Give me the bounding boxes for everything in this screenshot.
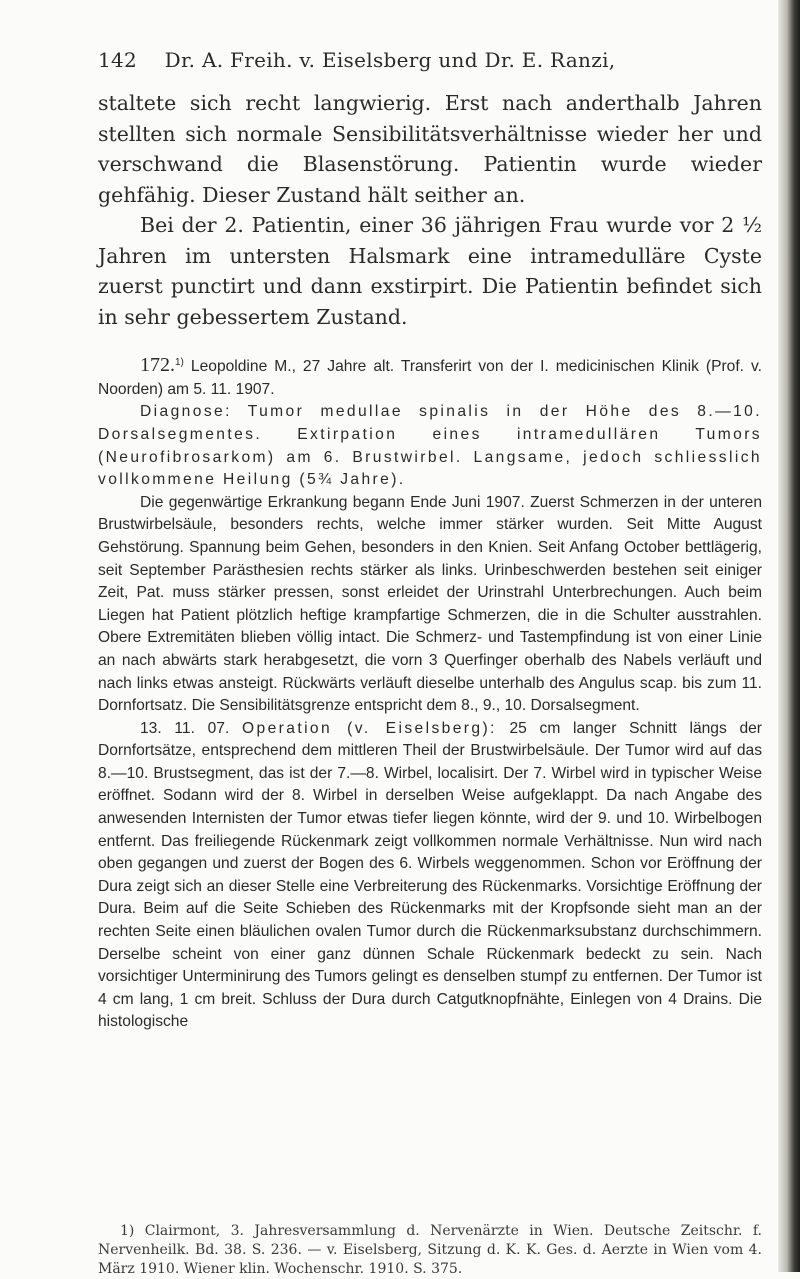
page-edge-shadow [778,0,800,1272]
running-title: Dr. A. Freih. v. Eiselsberg und Dr. E. Ranzi, [164,48,616,72]
case-history: Die gegenwärtige Erkrankung begann Ende Juni 1907. Zuerst Schmerzen in der unteren Brustwirbelsäule, besonders rechts, welche immer stärker wurden. Seit Mitte August Gehstörung. Spannung beim Gehen, besonders in den Knien. Seit Anfang October bettlägerig, seit September Parästhesien rechts stärker als links. Urinbeschwerden bestehen seit einiger Zeit, Pat. muss stärker pressen, sonst erleidet der Urinstrahl Unterbrechungen. Auch beim Liegen hat Patient plötzlich heftige krampfartige Schmerzen, die in die Schulter ausstrahlen. Obere Extremitäten blieben völlig intact. Die Schmerz- und Tastempfindung ist von einer Linie an nach abwärts stark herabgesetzt, die vorn 3 Querfinger oberhalb des Nabels verläuft und nach links etwas ansteigt. Rückwärts verläuft dieselbe unterhalb des Angulus scap. bis zum 11. Dornfortsatz. Die Sensibilitätsgrenze entspricht dem 8., 9., 10. Dorsalsegment. [98,493,762,715]
operation-text: 25 cm langer Schnitt längs der Dornfortsätze, entsprechend dem mittleren Theil der Brustwirbelsäule. Der Tumor wird auf das 8.—10. Brustsegment, das ist der 7.—8. Wirbel, localisirt. Der 7. Wirbel wird in typischer Weise eröffnet. Sodann wird der 8. Wirbel in derselben Weise aufgeklappt. Da nach Angabe des anwesenden Internisten der Tumor etwas tiefer liegen könnte, wird der 9. und 10. Wirbelbogen entfernt. Das freiliegende Rückenmark zeigt vollkommen normale Verhältnisse. Nun wird nach oben gegangen und zuerst der Bogen des 6. Wirbels weggenommen. Schon vor Eröffnung der Dura zeigt sich an dieser Stelle eine Verbreiterung des Rückenmarks. Vorsichtige Eröffnung der Dura. Beim auf die Seite Schieben des Rückenmarks mit der Kropfsonde sieht man an der rechten Seite einen bläulichen ovalen Tumor durch die Rückenmarksubstanz durchschimmern. Derselbe scheint von einer ganz dünnen Schale Rückenmark bedeckt zu sein. Nach vorsichtiger Unterminirung des Tumors gelingt es denselben stumpf zu entfernen. Der Tumor ist 4 cm lang, 1 cm breit. Schluss der Dura durch Catgutknopfnähte, Einlegen von 4 Drains. Die histologische [98,719,763,1031]
case-intro [98,352,762,401]
page-number: 142 [98,48,138,72]
page-header [98,48,758,72]
footnote-1: 1) Clairmont, 3. Jahresversammlung d. Nervenärzte in Wien. Deutsche Zeitschr. f. Nervenheilk. Bd. 38. S. 236. — v. Eiselsberg, Sitzung d. K. K. Ges. d. Aerzte in Wien vom 4. März 1910. Wiener klin. Wochenschr. 1910. S. 375. [98,1223,762,1277]
footnotes [98,1222,762,1279]
case-intro-text: Leopoldine M., 27 Jahre alt. Transferirt von der I. medicinischen Klinik (Prof. v. Noorden) am 5. 11. 1907. [98,358,762,398]
case-report [98,352,762,1034]
operation-label: Operation (v. Eiselsberg): [242,719,497,737]
lead-text [98,88,762,332]
lead-paragraph-2: Bei der 2. Patientin, einer 36 jährigen Frau wurde vor 2 ½ Jahren im untersten Halsmark eine intramedulläre Cyste zuerst punctirt und dann exstirpirt. Die Patientin befindet sich in sehr gebessertem Zustand. [98,213,762,329]
case-diagnosis: Diagnose: Tumor medullae spinalis in der Höhe des 8.—10. Dorsalsegmentes. Extirpation eines intramedullären Tumors (Neurofibrosarkom) am 6. Brustwirbel. Langsame, jedoch schliesslich vollkommene Heilung (5¾ Jahre). [98,403,762,489]
footnote-mark: 1) [175,357,184,368]
case-number: 172. [140,354,175,377]
operation-date: 13. 11. 07. [140,719,242,737]
case-operation [98,718,762,1034]
lead-paragraph-1: staltete sich recht langwierig. Erst nach anderthalb Jahren stellten sich normale Sensibilitätsverhältnisse wieder her und verschwand die Blasenstörung. Patientin wurde wieder gehfähig. Dieser Zustand hält seither an. [98,91,762,207]
